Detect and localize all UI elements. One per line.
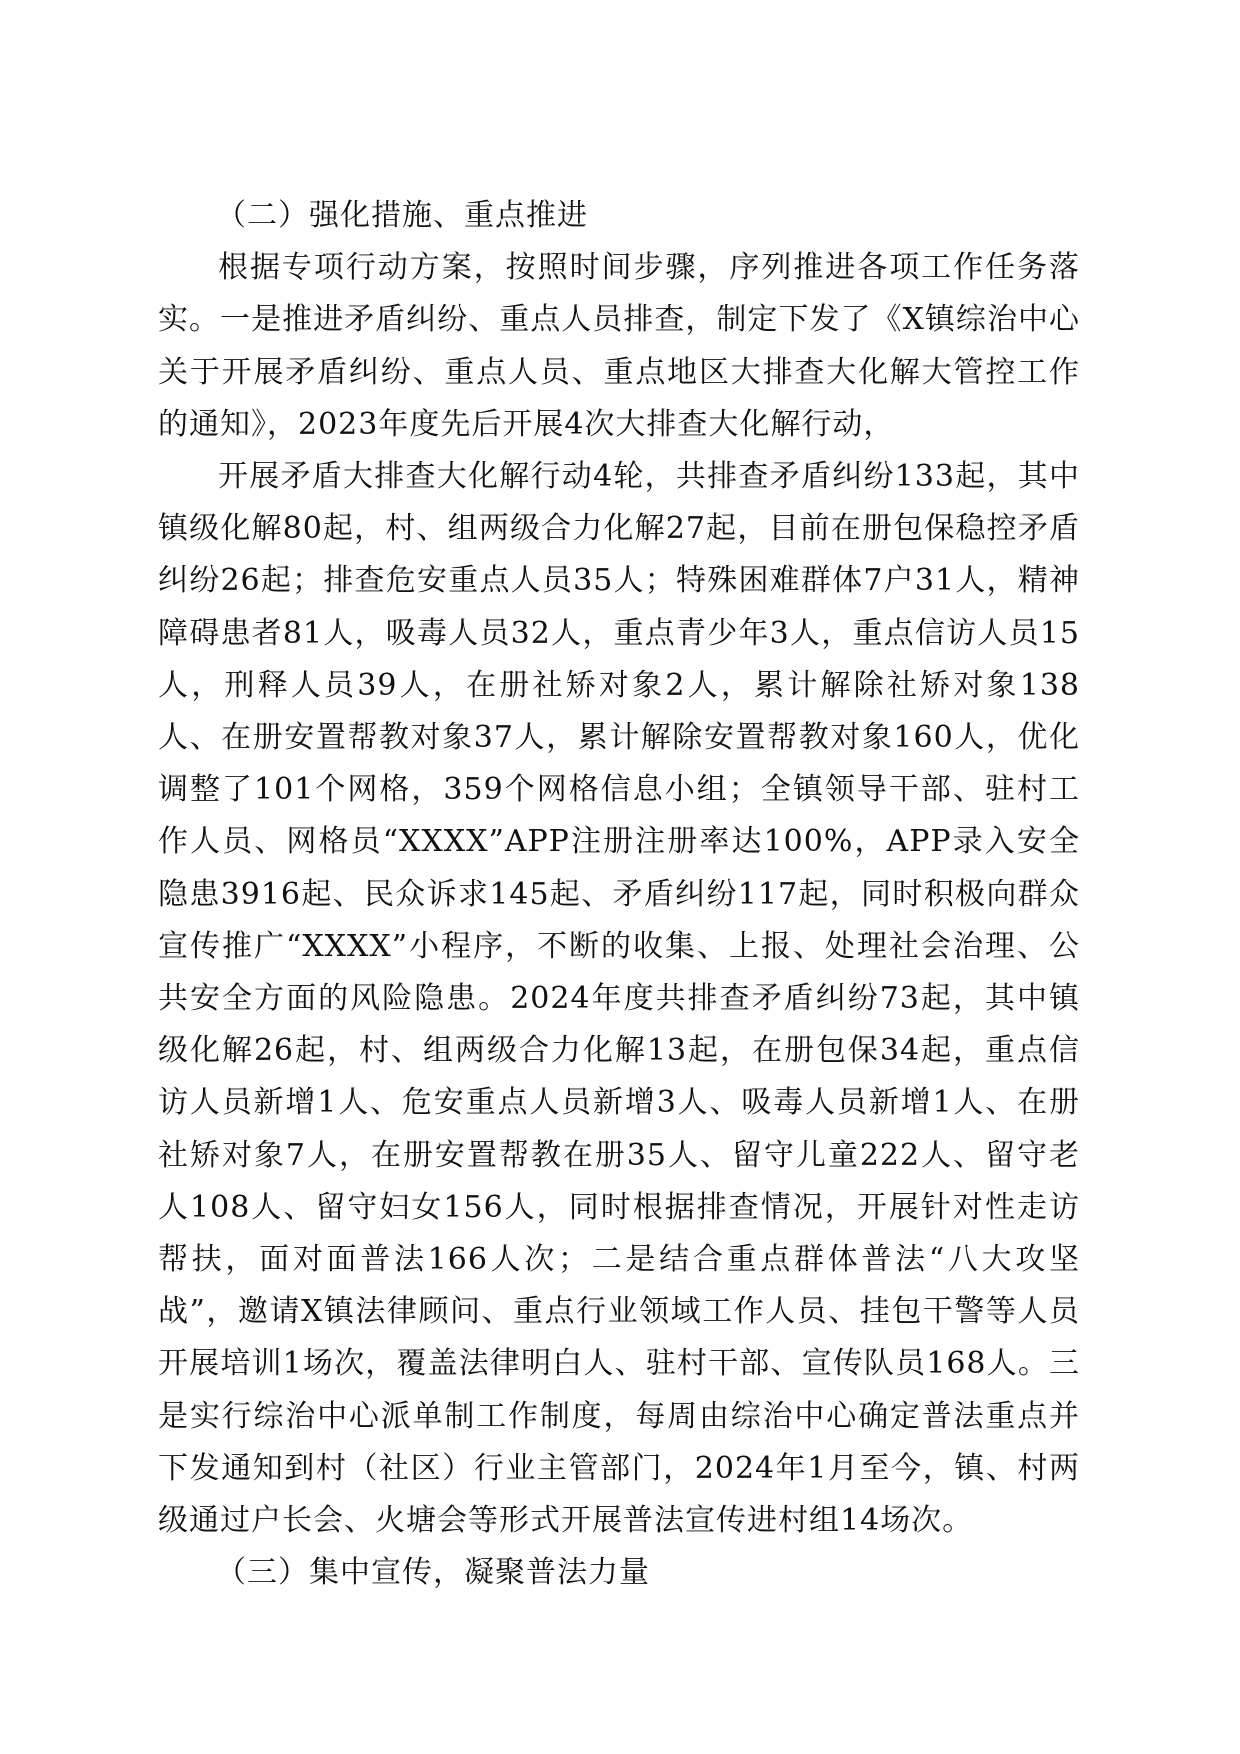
- section-heading-centralized-publicity: （三）集中宣传，凝聚普法力量: [216, 1555, 650, 1591]
- paragraph-investigation-statistics: 开展矛盾大排查大化解行动4轮，共排查矛盾纠纷133起，其中镇级化解80起，村、组两级合力化解27起，目前在册包保稳控矛盾纠纷26起；排查危安重点人员35人；特殊困难群体7户31人，精神障碍患者81人，吸毒人员32人，重点青少年3人，重点信访人员15人，刑释人员39人，在册社矫对象2人，累计解除社矫对象138人、在册安置帮教对象37人，累计解除安置帮教对象160人，优化调整了101个网格，359个网格信息小组；全镇领导干部、驻村工作人员、网格员“XXXX”APP注册注册率达100%，APP录入安全隐患3916起、民众诉求145起、矛盾纠纷117起，同时积极向群众宣传推广“XXXX”小程序，不断的收集、上报、处理社会治理、公共安全方面的风险隐患。2024年度共排查矛盾纠纷73起，其中镇级化解26起，村、组两级合力化解13起，在册包保34起，重点信访人员新增1人、危安重点人员新增3人、吸毒人员新增1人、在册社矫对象7人，在册安置帮教在册35人、留守儿童222人、留守老人108人、留守妇女156人，同时根据排查情况，开展针对性走访帮扶，面对面普法166人次；二是结合重点群体普法“八大攻坚战”，邀请X镇法律顾问、重点行业领域工作人员、挂包干警等人员开展培训1场次，覆盖法律明白人、驻村干部、宣传队员168人。三是实行综治中心派单制工作制度，每周由综治中心确定普法重点并下发通知到村（社区）行业主管部门，2024年1月至今，镇、村两级通过户长会、火塘会等形式开展普法宣传进村组14场次。: [158, 459, 1080, 1539]
- section-heading-strengthen-measures: （二）强化措施、重点推进: [216, 198, 588, 233]
- paragraph-action-plan: 根据专项行动方案，按照时间步骤，序列推进各项工作任务落实。一是推进矛盾纠纷、重点人员排查，制定下发了《X镇综治中心关于开展矛盾纠纷、重点人员、重点地区大排查大化解大管控工作的通知》，2023年度先后开展4次大排查大化解行动，: [158, 250, 1080, 442]
- document-page: [158, 190, 1080, 1599]
